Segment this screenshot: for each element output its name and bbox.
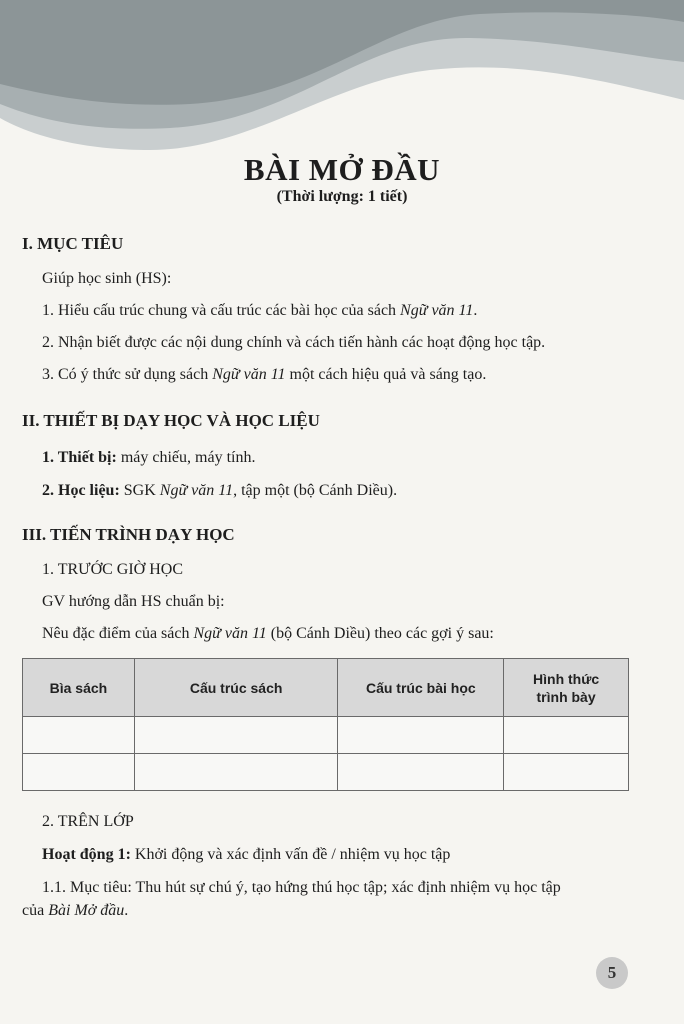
equipment-label: 1. Thiết bị: bbox=[42, 449, 117, 466]
prompt-text bbox=[42, 625, 494, 643]
prompt-text-end: (bộ Cánh Diều) theo các gợi ý sau: bbox=[266, 625, 494, 642]
table-row bbox=[23, 717, 629, 754]
book-title: Ngữ văn 11 bbox=[212, 366, 286, 383]
equipment-item bbox=[42, 449, 255, 467]
table-header-row bbox=[23, 659, 629, 717]
page-number-badge: 5 bbox=[596, 957, 628, 989]
table-cell bbox=[338, 754, 504, 791]
subsection-in-class: 2. TRÊN LỚP bbox=[42, 813, 134, 830]
section-1-intro: Giúp học sinh (HS): bbox=[42, 270, 172, 287]
objective-3-end: một cách hiệu quả và sáng tạo. bbox=[285, 366, 487, 383]
section-2-heading: II. THIẾT BỊ DẠY HỌC VÀ HỌC LIỆU bbox=[22, 411, 320, 430]
goal-line-2-end: . bbox=[124, 902, 129, 919]
materials-item bbox=[42, 482, 397, 500]
activity-1 bbox=[42, 846, 450, 864]
table-cell bbox=[504, 754, 629, 791]
table-header-cell bbox=[504, 659, 629, 717]
table-header-line: Hình thức bbox=[533, 670, 600, 687]
objective-1 bbox=[42, 302, 477, 320]
table-cell bbox=[504, 717, 629, 754]
book-title: Ngữ văn 11 bbox=[193, 625, 267, 642]
table-cell bbox=[134, 717, 338, 754]
equipment-text: máy chiếu, máy tính. bbox=[116, 449, 256, 466]
objective-3 bbox=[42, 366, 486, 384]
table-header-cell: Cấu trúc sách bbox=[134, 659, 338, 717]
page-subtitle: (Thời lượng: 1 tiết) bbox=[276, 188, 408, 205]
table-cell bbox=[23, 717, 135, 754]
table-header-cell: Bìa sách bbox=[23, 659, 135, 717]
table-header-line: trình bày bbox=[536, 688, 596, 705]
materials-end: , tập một (bộ Cánh Diều). bbox=[233, 482, 398, 499]
activity-1-label: Hoạt động 1: bbox=[42, 846, 131, 863]
table-cell bbox=[338, 717, 504, 754]
book-title: Ngữ văn 11 bbox=[400, 302, 474, 319]
page-title: BÀI MỞ ĐẦU bbox=[243, 152, 441, 187]
prompt-text-start: Nêu đặc điểm của sách bbox=[42, 625, 194, 642]
goal-line-2 bbox=[22, 902, 128, 920]
lesson-title: Bài Mở đầu bbox=[48, 902, 125, 919]
objective-1-text: 1. Hiểu cấu trúc chung và cấu trúc các bài học của sách bbox=[42, 302, 401, 319]
table-cell bbox=[23, 754, 135, 791]
materials-label: 2. Học liệu: bbox=[42, 482, 120, 499]
objective-2: 2. Nhận biết được các nội dung chính và cách tiến hành các hoạt động học tập. bbox=[42, 334, 546, 351]
section-1-heading: I. MỤC TIÊU bbox=[22, 234, 124, 253]
section-3-heading: III. TIẾN TRÌNH DẠY HỌC bbox=[22, 525, 235, 544]
table-row bbox=[23, 754, 629, 791]
activity-1-text: Khởi động và xác định vấn đề / nhiệm vụ học tập bbox=[130, 846, 451, 863]
teacher-instruction: GV hướng dẫn HS chuẩn bị: bbox=[42, 593, 225, 610]
subsection-before-class: 1. TRƯỚC GIỜ HỌC bbox=[42, 561, 184, 578]
book-features-table bbox=[22, 658, 629, 791]
objective-1-end: . bbox=[473, 302, 478, 319]
goal-line-1: 1.1. Mục tiêu: Thu hút sự chú ý, tạo hứng thú học tập; xác định nhiệm vụ học tập bbox=[42, 879, 561, 896]
table-cell bbox=[134, 754, 338, 791]
materials-text: SGK bbox=[119, 482, 160, 499]
goal-line-2-start: của bbox=[22, 902, 49, 919]
objective-3-text: 3. Có ý thức sử dụng sách bbox=[42, 366, 213, 383]
book-title: Ngữ văn 11 bbox=[159, 482, 234, 499]
table-header-cell: Cấu trúc bài học bbox=[338, 659, 504, 717]
